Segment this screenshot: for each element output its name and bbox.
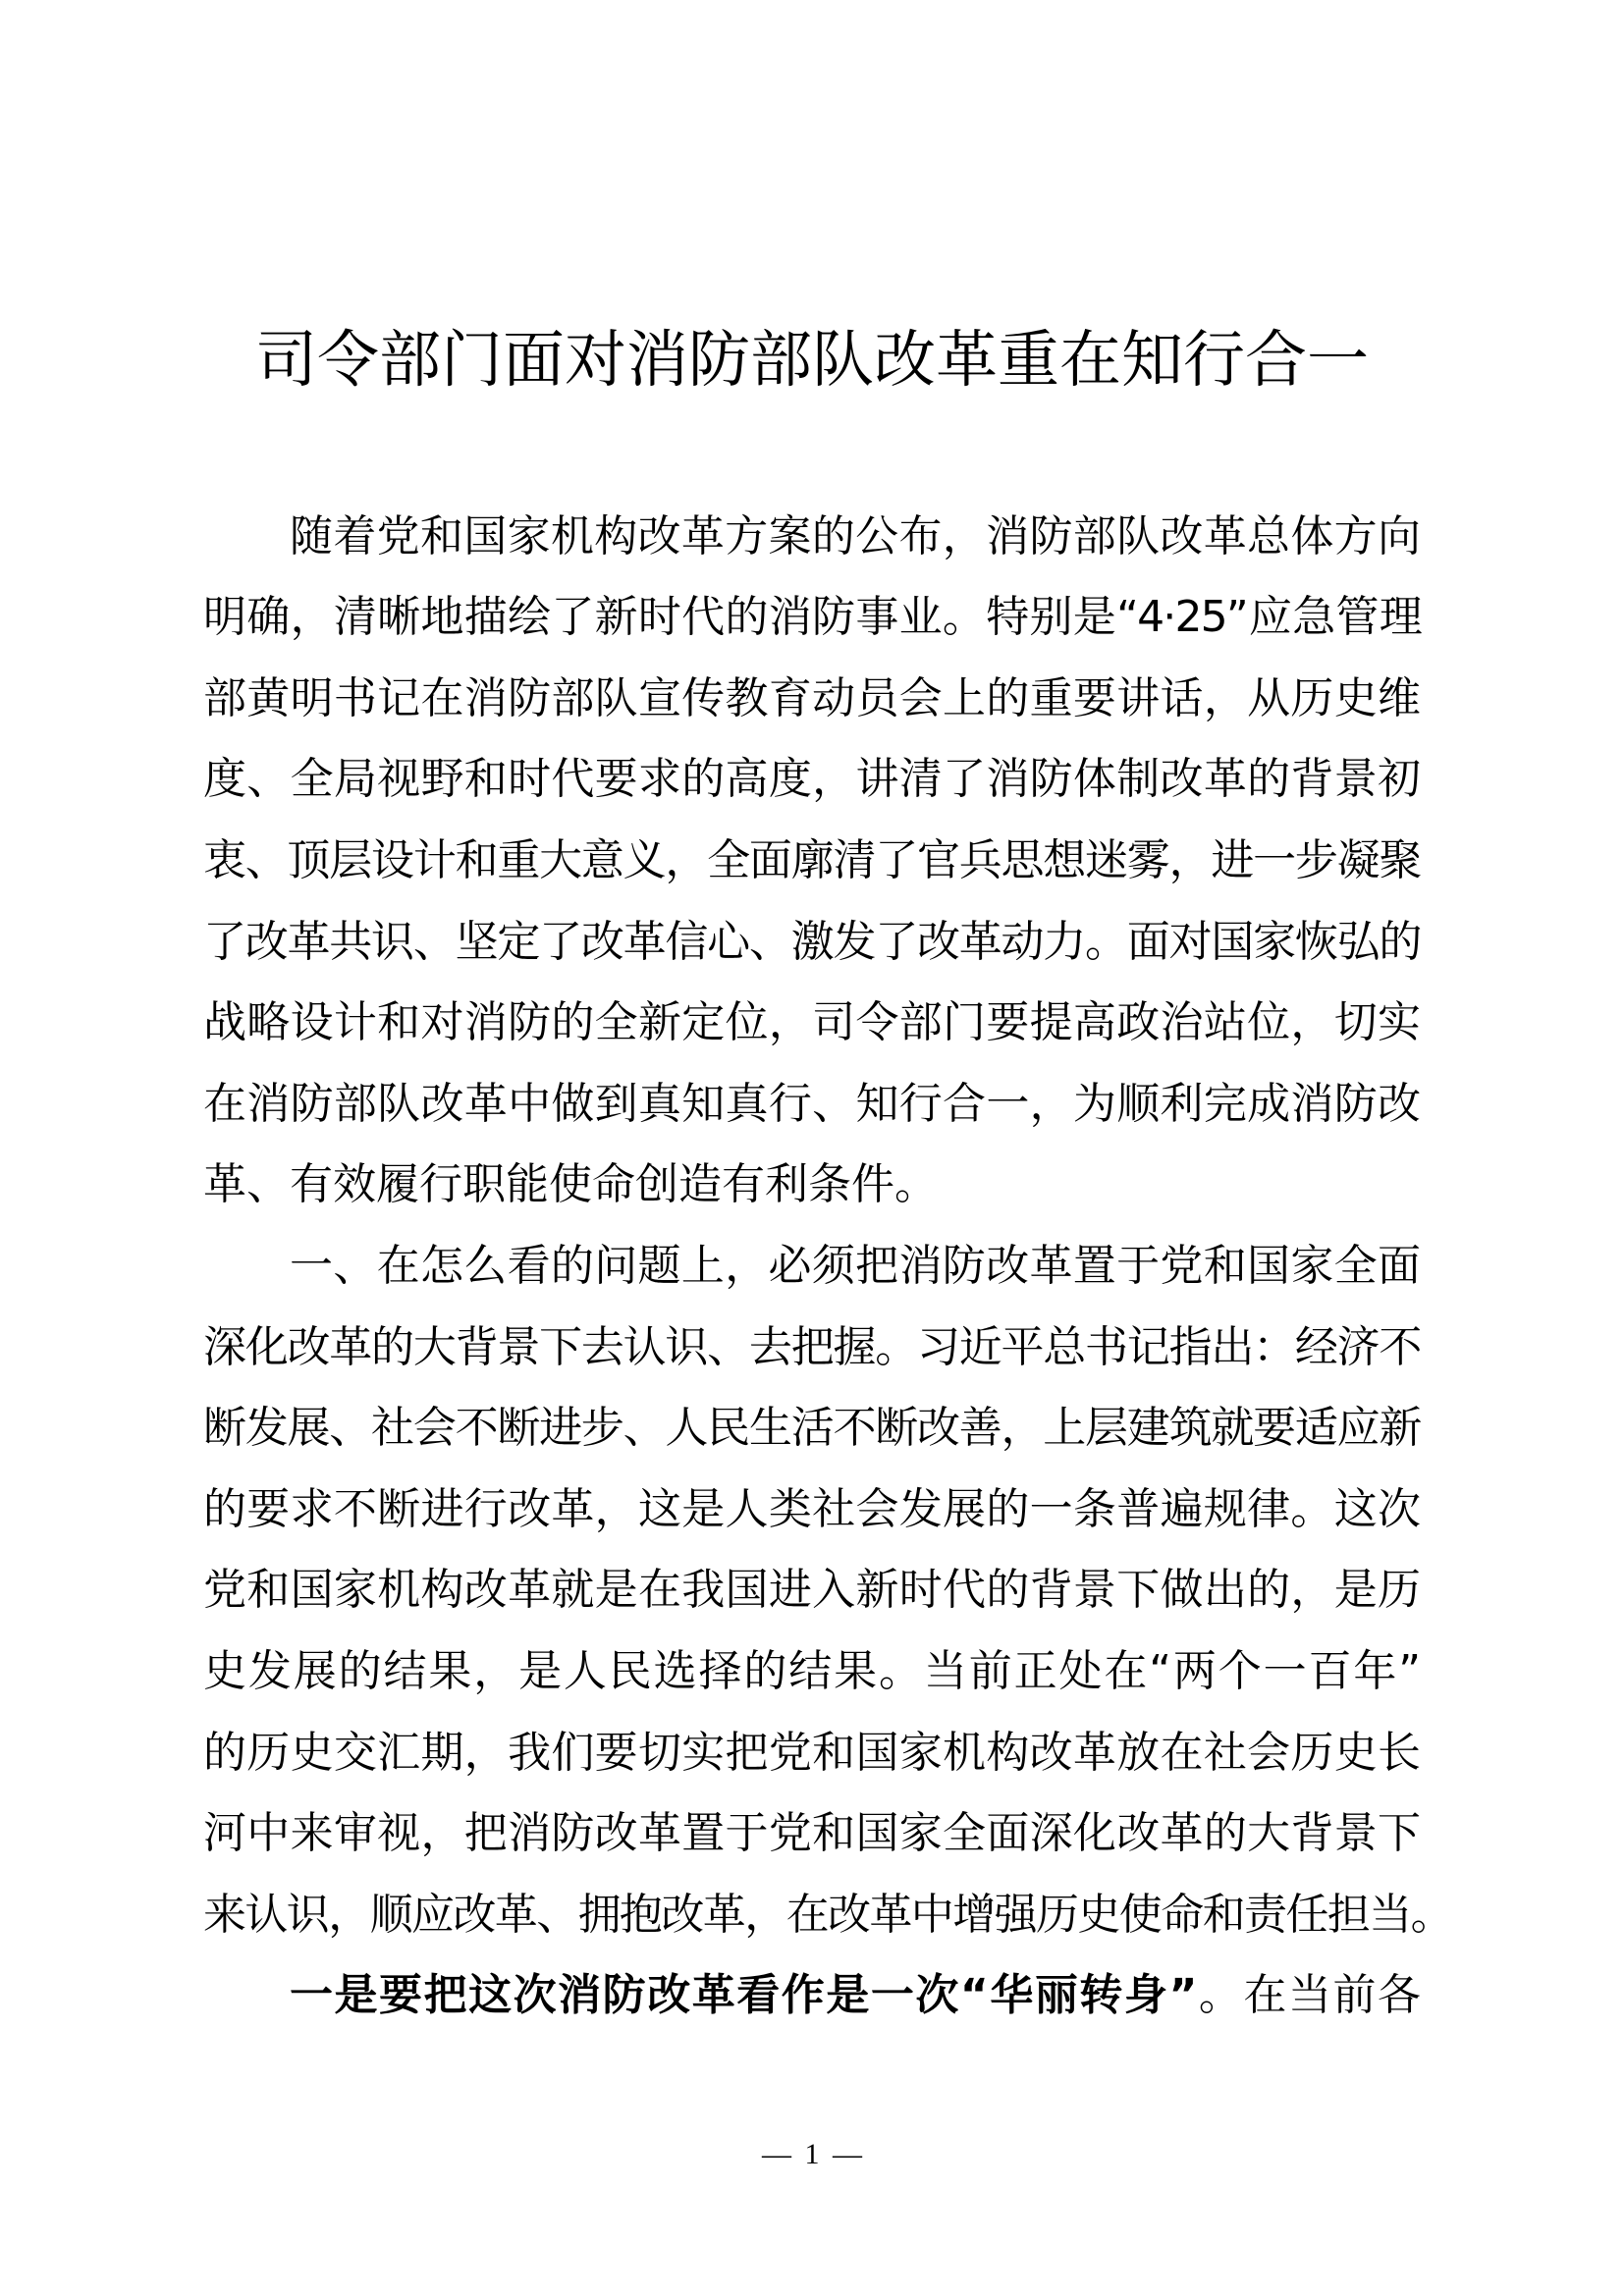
continuation-text: 。在当前各 [1197, 1970, 1421, 2021]
paragraph-point-one [203, 1955, 1421, 2037]
text-line: 明确，清晰地描绘了新时代的消防事业。特别是“4·25”应急管理 [203, 592, 1421, 643]
document-title: 司令部门面对消防部队改革重在知行合一 [255, 324, 1369, 397]
paragraph-section-one [203, 1226, 1452, 1955]
text-line: 衷、顶层设计和重大意义，全面廓清了官兵思想迷雾，进一步凝聚 [203, 835, 1421, 886]
text-line: 的要求不断进行改革，这是人类社会发展的一条普遍规律。这次 [203, 1483, 1421, 1534]
text-line: 党和国家机构改革就是在我国进入新时代的背景下做出的，是历 [203, 1565, 1421, 1616]
text-line: 了改革共识、坚定了改革信心、激发了改革动力。面对国家恢弘的 [203, 916, 1421, 967]
bold-lead-sentence: 一是要把这次消防改革看作是一次“华丽转身” [290, 1970, 1198, 2021]
text-line: 河中来审视，把消防改革置于党和国家全面深化改革的大背景下 [203, 1808, 1421, 1859]
text-line: 战略设计和对消防的全新定位，司令部门要提高政治站位，切实 [203, 997, 1421, 1048]
text-line: 随着党和国家机构改革方案的公布，消防部队改革总体方向 [290, 510, 1421, 561]
text-line: 在消防部队改革中做到真知真行、知行合一，为顺利完成消防改 [203, 1078, 1421, 1129]
text-line: 度、全局视野和时代要求的高度，讲清了消防体制改革的背景初 [203, 754, 1421, 805]
section-heading-line: 一、在怎么看的问题上，必须把消防改革置于党和国家全面 [290, 1241, 1421, 1292]
text-line: 部黄明书记在消防部队宣传教育动员会上的重要讲话，从历史维 [203, 672, 1421, 723]
text-line [203, 1955, 1421, 2037]
page-number: — 1 — [762, 2138, 862, 2170]
text-line: 革、有效履行职能使命创造有利条件。 [203, 1159, 938, 1210]
text-line: 深化改革的大背景下去认识、去把握。习近平总书记指出：经济不 [203, 1321, 1421, 1372]
text-line: 史发展的结果，是人民选择的结果。当前正处在“两个一百年” [203, 1646, 1421, 1696]
paragraph-intro [203, 497, 1421, 1226]
text-line: 断发展、社会不断进步、人民生活不断改善，上层建筑就要适应新 [203, 1403, 1421, 1454]
text-line: 来认识，顺应改革、拥抱改革，在改革中增强历史使命和责任担当。 [203, 1889, 1452, 1940]
document-body [203, 497, 1452, 2037]
text-line: 的历史交汇期，我们要切实把党和国家机构改革放在社会历史长 [203, 1727, 1421, 1778]
